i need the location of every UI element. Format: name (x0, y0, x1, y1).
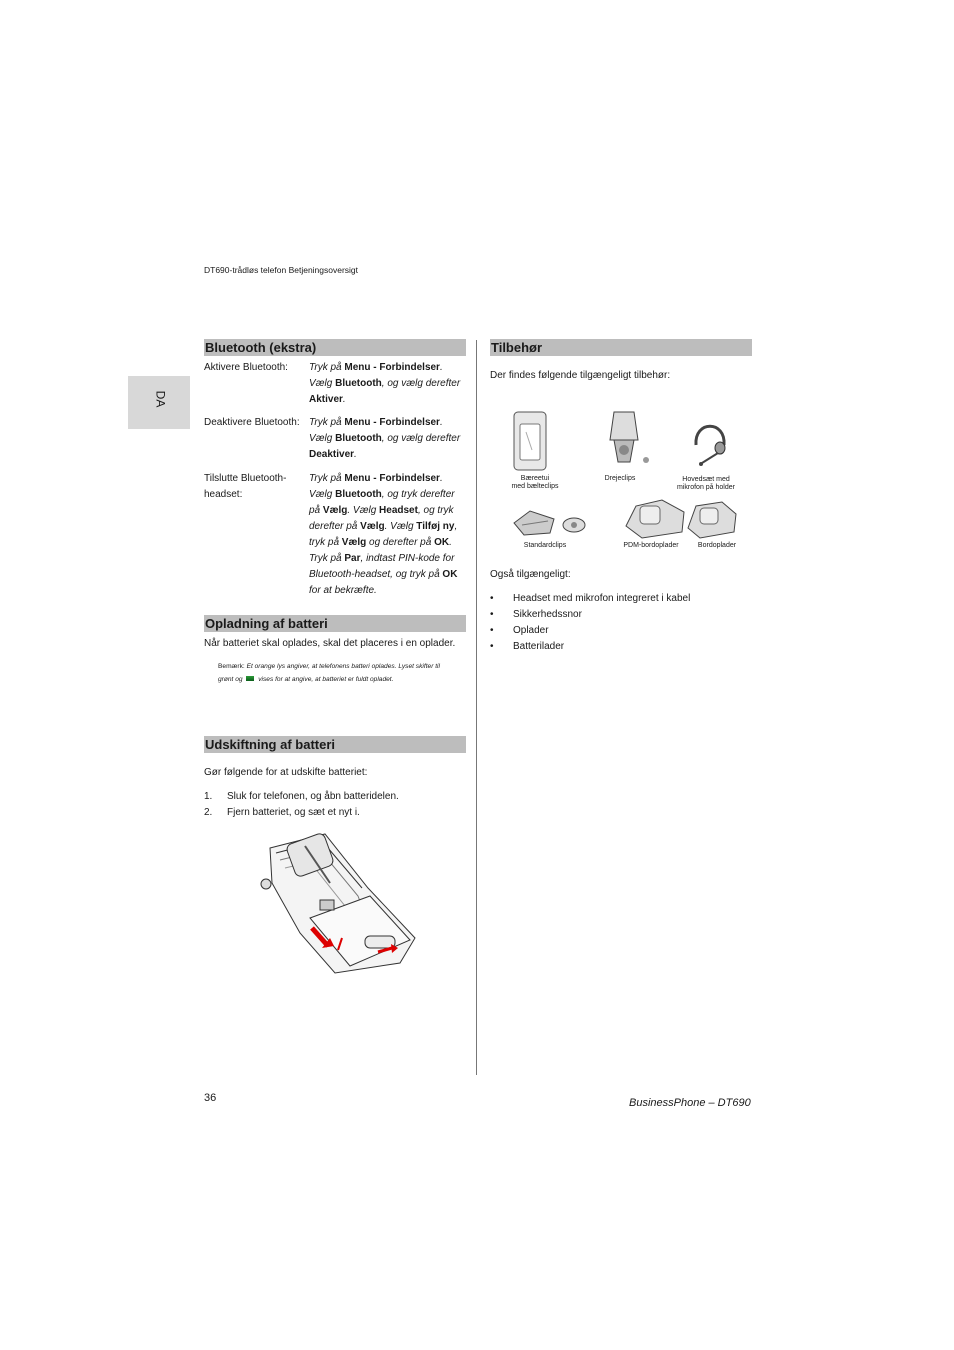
note-label: Bemærk: (218, 663, 245, 670)
list-item-text: Sikkerhedssnor (513, 609, 582, 620)
accessory-caption: Bordoplader (697, 542, 737, 549)
step-number: 1. (204, 791, 213, 802)
also-available-list (490, 591, 750, 655)
list-item: • Headset med mikrofon integreret i kabel (490, 593, 691, 604)
carry-case-icon (510, 410, 550, 472)
list-item: • Oplader (490, 625, 549, 636)
column-divider (476, 340, 477, 1075)
bluetooth-row-instruction: Tryk på Menu - Forbindelser. Vælg Bluetooth, og vælg derefter Aktiver. (309, 362, 461, 405)
also-available-label: Også tilgængeligt: (490, 569, 571, 580)
accessory-caption: Bæreetui med bælteclips (511, 475, 559, 490)
battery-replace-intro: Gør følgende for at udskifte batteriet: (204, 767, 368, 778)
bluetooth-row-label: Aktivere Bluetooth: (204, 362, 288, 373)
accessories-heading: Tilbehør (490, 339, 752, 356)
bluetooth-row-label: Deaktivere Bluetooth: (204, 417, 300, 428)
charging-note: Bemærk: Et orange lys angiver, at telefonens batteri oplades. Lyset skifter til grønt og vises for at angive, at batteriet er fuldt opladet. (218, 663, 440, 683)
language-tab-label: DA (153, 390, 168, 408)
swivel-clip-icon (604, 410, 654, 470)
charging-heading: Opladning af batteri (204, 615, 466, 632)
bluetooth-row-instruction: Tryk på Menu - Forbindelser. Vælg Bluetooth, og tryk derefter på Vælg. Vælg Headset, og tryk derefter på Vælg. Vælg Tilføj ny, tryk på Vælg og derefter på OK. Tryk på Par, indtast PIN-kode for Bluetooth-headset, og tryk på OK for at bekræfte. (309, 473, 458, 596)
step-text: Sluk for telefonen, og åbn batteridelen. (227, 791, 399, 802)
list-item-text: Oplader (513, 625, 549, 636)
bluetooth-row-instruction: Tryk på Menu - Forbindelser. Vælg Bluetooth, og vælg derefter Deaktiver. (309, 417, 461, 460)
accessory-caption: PDM-bordoplader (623, 542, 679, 549)
standard-clip-icon (510, 505, 590, 540)
headset-icon (690, 415, 730, 470)
list-item-text: Batterilader (513, 641, 565, 652)
step-text: Fjern batteriet, og sæt et nyt i. (227, 807, 360, 818)
battery-replacement-illustration (250, 828, 430, 978)
accessory-caption: Drejeclips (604, 475, 636, 482)
product-title: BusinessPhone – DT690 (629, 1097, 751, 1109)
desktop-charger-icon (684, 498, 740, 540)
bluetooth-row-label: Tilslutte Bluetooth- headset: (204, 473, 287, 500)
charging-text: Når batteriet skal oplades, skal det placeres i en oplader. (204, 638, 456, 649)
page-number: 36 (204, 1092, 217, 1104)
running-head: DT690-trådløs telefon Betjeningsoversigt (204, 265, 359, 275)
language-tab (128, 376, 190, 429)
list-item: • Sikkerhedssnor (490, 609, 582, 620)
green-battery-icon (246, 676, 254, 681)
list-item-text: Headset med mikrofon integreret i kabel (513, 593, 691, 604)
list-item: • Batterilader (490, 641, 565, 652)
battery-replace-heading: Udskiftning af batteri (204, 736, 466, 753)
accessory-caption: Standardclips (523, 542, 567, 549)
accessories-intro: Der findes følgende tilgængeligt tilbehør: (490, 370, 671, 381)
bluetooth-heading: Bluetooth (ekstra) (204, 339, 466, 356)
pdm-desktop-charger-icon (622, 496, 688, 540)
accessory-caption: Hovedsæt med mikrofon på holder (677, 476, 735, 491)
step-number: 2. (204, 807, 213, 818)
